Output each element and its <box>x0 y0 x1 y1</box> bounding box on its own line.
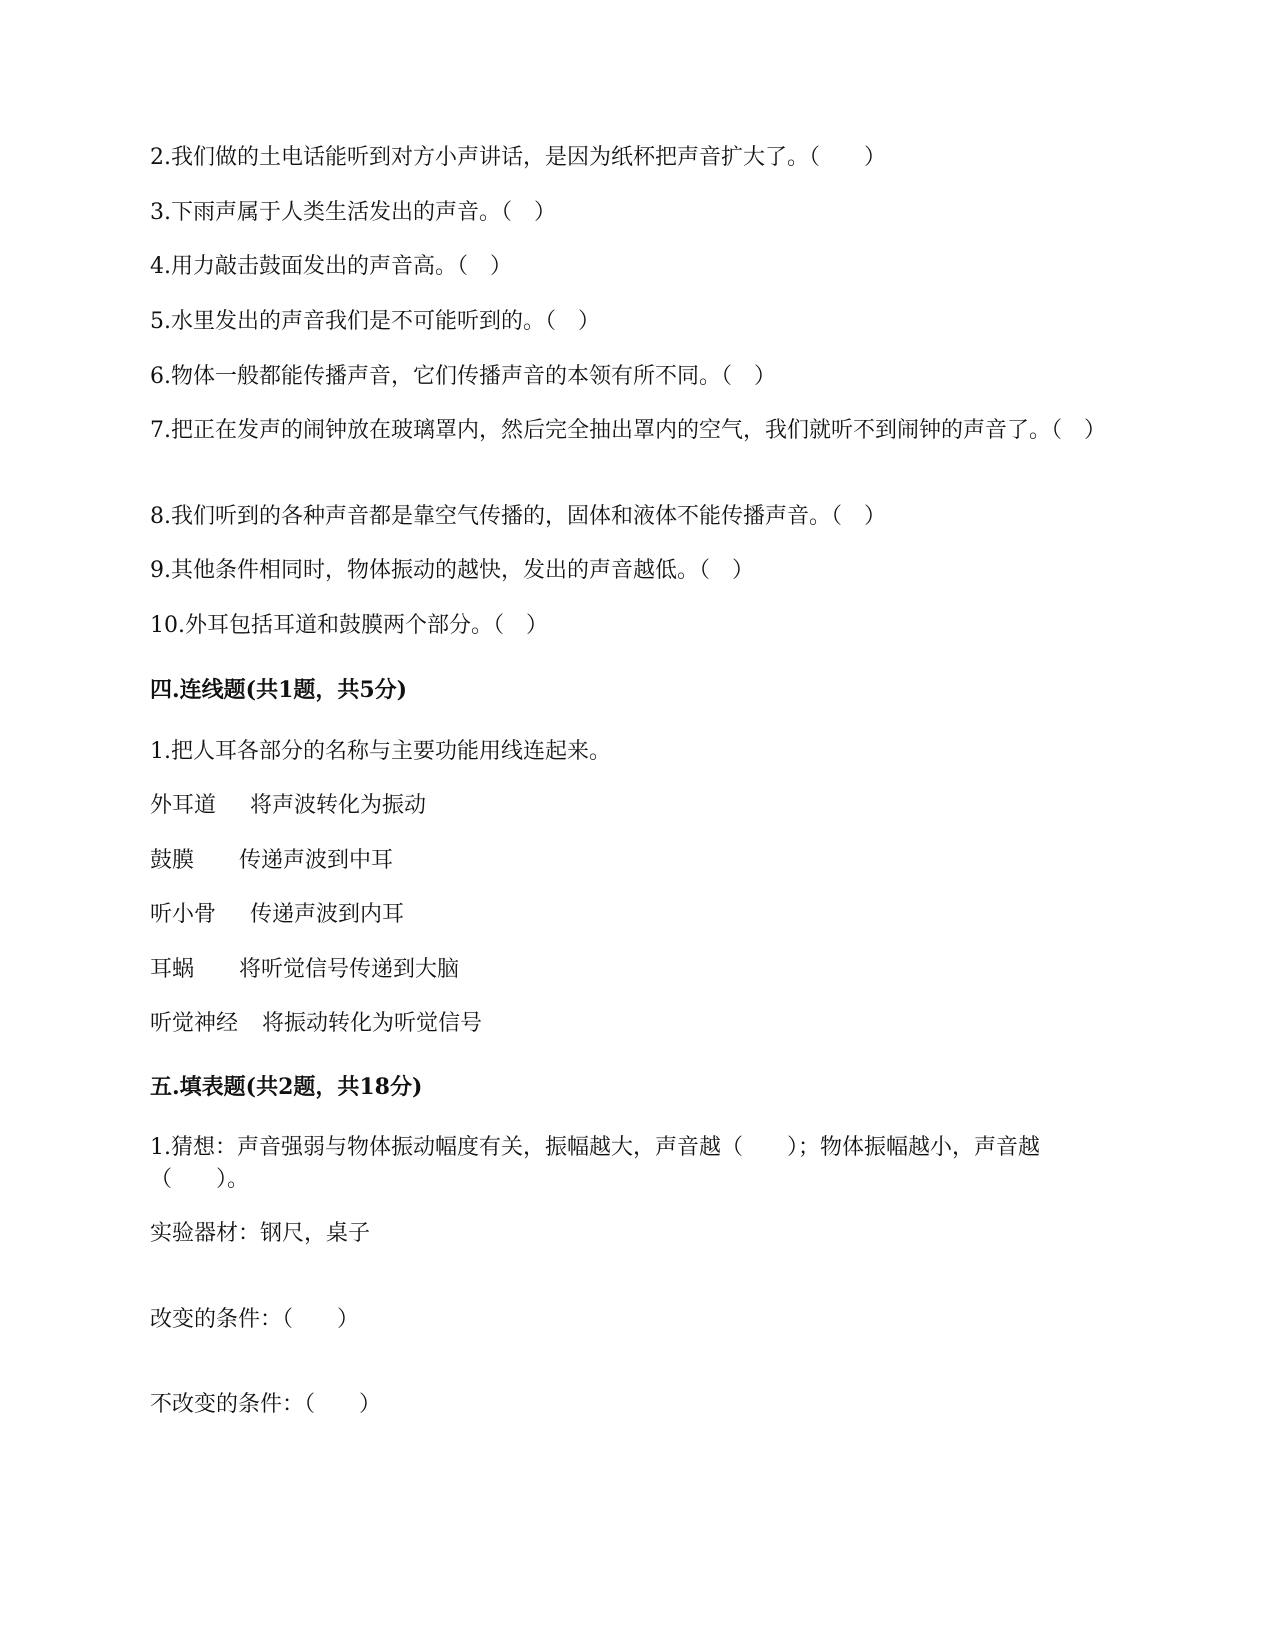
judgment-item-7: 7.把正在发声的闹钟放在玻璃罩内，然后完全抽出罩内的空气，我们就听不到闹钟的声音了。（ ） <box>150 418 1106 443</box>
matching-function: 将振动转化为听觉信号 <box>262 1011 483 1036</box>
matching-term: 鼓膜 <box>150 848 195 873</box>
section-5-question-1: 1.猜想：声音强弱与物体振动幅度有关，振幅越大，声音越（ ）；物体振幅越小，声音越（ ）。 <box>150 1135 1040 1192</box>
section-4-question: 1.把人耳各部分的名称与主要功能用线连起来。 <box>150 739 611 764</box>
judgment-item-4: 4.用力敲击鼓面发出的声音高。（ ） <box>150 254 512 279</box>
matching-row-4 <box>150 954 460 986</box>
matching-row-1 <box>150 790 427 822</box>
judgment-item-3: 3.下雨声属于人类生活发出的声音。（ ） <box>150 200 556 225</box>
matching-function: 将听觉信号传递到大脑 <box>239 957 460 982</box>
judgment-item-6: 6.物体一般都能传播声音，它们传播声音的本领有所不同。（ ） <box>150 364 776 389</box>
matching-function: 传递声波到内耳 <box>250 902 405 927</box>
matching-function: 传递声波到中耳 <box>239 848 394 873</box>
matching-term: 外耳道 <box>150 793 217 818</box>
matching-term: 听小骨 <box>150 902 217 927</box>
matching-row-2 <box>150 845 394 877</box>
matching-function: 将声波转化为振动 <box>250 793 427 818</box>
judgment-item-8: 8.我们听到的各种声音都是靠空气传播的，固体和液体不能传播声音。（ ） <box>150 504 886 529</box>
matching-row-3 <box>150 899 405 931</box>
section-4-heading: 四.连线题(共1题，共5分) <box>150 677 408 703</box>
changed-condition: 改变的条件：（ ） <box>150 1307 360 1332</box>
matching-term: 耳蜗 <box>150 957 195 982</box>
judgment-item-10: 10.外耳包括耳道和鼓膜两个部分。（ ） <box>150 613 548 638</box>
judgment-item-9: 9.其他条件相同时，物体振动的越快，发出的声音越低。（ ） <box>150 558 754 583</box>
unchanged-condition: 不改变的条件：（ ） <box>150 1392 382 1417</box>
experiment-materials: 实验器材：钢尺，桌子 <box>150 1221 371 1246</box>
section-5-heading: 五.填表题(共2题，共18分) <box>150 1074 423 1100</box>
matching-term: 听觉神经 <box>150 1011 239 1036</box>
judgment-item-2: 2.我们做的土电话能听到对方小声讲话，是因为纸杯把声音扩大了。（ ） <box>150 145 886 170</box>
matching-row-5 <box>150 1008 483 1040</box>
judgment-item-5: 5.水里发出的声音我们是不可能听到的。（ ） <box>150 309 600 334</box>
